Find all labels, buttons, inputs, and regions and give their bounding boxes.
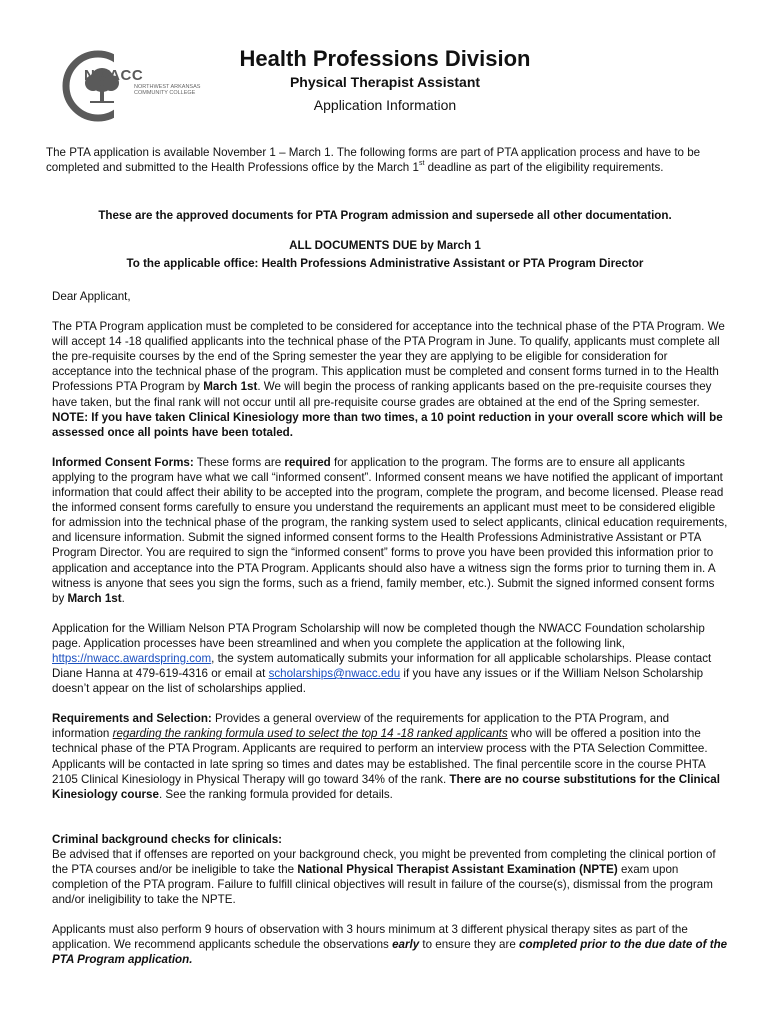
program-paragraph: The PTA Program application must be completed to be considered for acceptance into the technical phase of the PTA Program. We will accept 14 -18 qualified applicants into the technical phase of the PTA Program in June. To qualify, applicants must complete all the pre-requisite courses by the end of the Spring semester the year they are applying to be eligible for consideration for acceptance into the technical phase of the program. This application must be completed and consent forms turned in to the Health Professions PTA Program by March 1st. We will begin the process of ranking applicants based on the pre-requisite courses they have taken, but the final rank will not occur until all pre-requisite course grades are obtained at the end of the Spring semester. NOTE: If you have taken Clinical Kinesiology more than two times, a 10 point reduction in your overall score which will be assessed once all points have been totaled. — [52, 320, 725, 439]
page-subtitle: Physical Therapist Assistant — [289, 74, 481, 90]
scholarship-email-link[interactable]: scholarships@nwacc.edu — [268, 667, 401, 681]
logo-wordmark: NWACC — [84, 67, 144, 84]
scholarship-paragraph: Application for the William Nelson PTA Program Scholarship will now be completed though the NWACC Foundation scholarship page. Application processes have been streamlined and when you complete the application at the following link, https://nwacc.awardspring.com, the system automatically submits your information for all applicable scholarships. Please contact Diane Hanna at 479-619-4316 or email at scholarships@nwacc.edu if you have any issues or if the William Nelson Scholarship doesn’t appear on the list of scholarships applied. — [52, 621, 712, 696]
logo-subtitle: NORTHWEST ARKANSAS COMMUNITY COLLEGE — [134, 84, 201, 96]
greeting: Dear Applicant, — [52, 290, 131, 303]
approved-notice: These are the approved documents for PTA Program admission and supersede all other documentation. — [98, 209, 672, 222]
office-notice: To the applicable office: Health Professions Administrative Assistant or PTA Program Director — [126, 257, 644, 270]
letter-body — [52, 289, 728, 968]
consent-paragraph: Informed Consent Forms: These forms are required for application to the program. The forms are to ensure all applicants applying to the program have what we call “informed consent”. Informed consent means we have notified the applicant of important information that could affect their ability to be accepted into the program, complete the program, and become licensed. Please read the informed consent forms carefully to ensure you understand the requirements an applicant must meet to be considered eligible for admission into the technical phase of the program, the ranking system used to select applicants, clinical education requirements, and licensure information. Submit the signed informed consent forms to the Health Professions Administrative Assistant or PTA Program Director. You are required to sign the “informed consent” forms to prove you have been provided this information prior to application and acceptance into the PTA Program. Applicants should also have a witness sign the forms prior to turning them in. A witness is anyone that sees you sign the forms, such as a friend, family member, etc.). Submit the signed informed consent forms by March 1st. — [52, 455, 728, 605]
criminal-check-heading: Criminal background checks for clinicals: — [52, 832, 283, 846]
intro-paragraph: The PTA application is available November 1 – March 1. The following forms are part of PTA application process and have to be completed and submitted to the Health Professions office by the March 1st deadline as part of the eligibility requirements. — [46, 146, 701, 175]
requirements-paragraph: Requirements and Selection: Provides a general overview of the requirements for application to the PTA Program, and information regarding the ranking formula used to select the top 14 -18 ranked applicants who will be offered a position into the technical phase of the PTA Program. Applicants are required to perform an interview process with the PTA Selection Committee. Applicants will be contacted in late spring so times and dates may be established. The final percentile score in the course PHTA 2105 Clinical Kinesiology in Physical Therapy will go toward 34% of the rank. There are no course substitutions for the Clinical Kinesiology course. See the ranking formula provided for details. — [52, 712, 720, 801]
page-title: Health Professions Division — [239, 46, 531, 71]
observation-paragraph: Applicants must also perform 9 hours of observation with 3 hours minimum at 3 different physical therapy sites as part of the application. We recommend applicants schedule the observations early to ensure they are completed prior to the due date of the PTA Program application. — [52, 923, 728, 967]
page-info: Application Information — [313, 97, 457, 113]
criminal-check-paragraph: Be advised that if offenses are reported on your background check, you might be prevented from completing the clinical portion of the PTA courses and/or be ineligible to take the National Physical Therapist Assistant Examination (NPTE) exam upon completion of the PTA program. Failure to fulfill clinical objectives will result in failure of the course(s), dismissal from the program and/or ineligibility to take the NPTE. — [52, 847, 716, 907]
due-notice: ALL DOCUMENTS DUE by March 1 — [289, 239, 481, 252]
scholarship-link[interactable]: https://nwacc.awardspring.com — [52, 651, 212, 665]
